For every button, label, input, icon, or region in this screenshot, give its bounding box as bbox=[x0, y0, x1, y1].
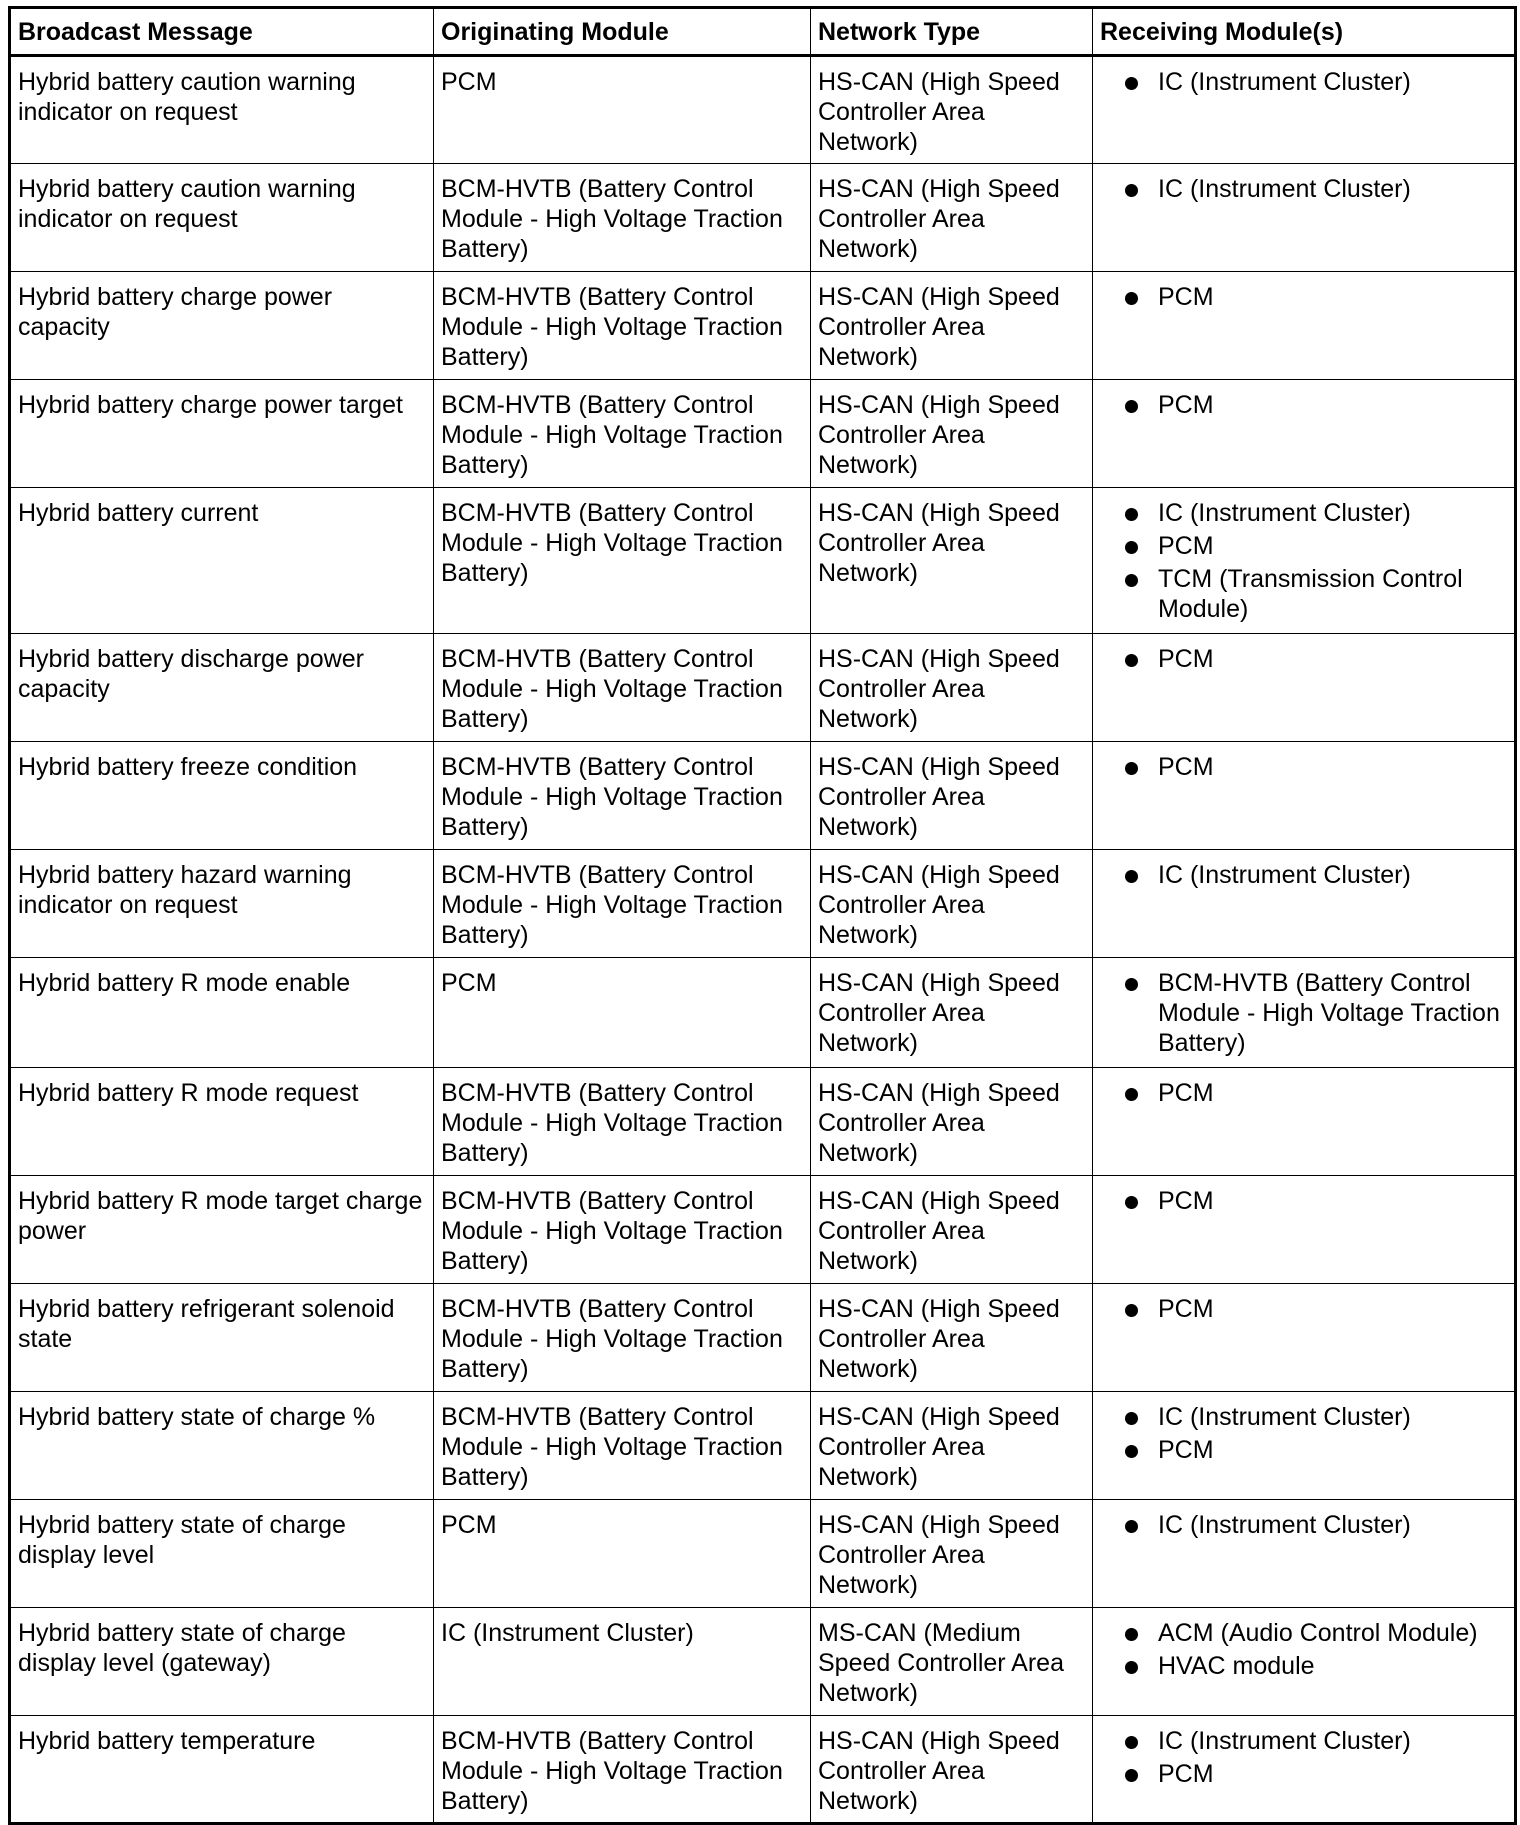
originating-module-cell: BCM-HVTB (Battery Control Module - High Voltage Traction Battery) bbox=[434, 1068, 811, 1176]
receiving-modules-list bbox=[1100, 174, 1507, 204]
table-row bbox=[10, 380, 1516, 488]
bullet-icon bbox=[1125, 1088, 1138, 1101]
broadcast-message-cell: Hybrid battery state of charge % bbox=[10, 1392, 434, 1500]
broadcast-message-cell: Hybrid battery current bbox=[10, 488, 434, 634]
list-item bbox=[1100, 67, 1507, 97]
receiving-modules-cell bbox=[1093, 380, 1516, 488]
receiving-module-label: HVAC module bbox=[1158, 1652, 1315, 1680]
table-row bbox=[10, 1392, 1516, 1500]
receiving-module-label: PCM bbox=[1158, 532, 1214, 560]
table-row bbox=[10, 850, 1516, 958]
bullet-icon bbox=[1125, 978, 1138, 991]
originating-module-cell: PCM bbox=[434, 56, 811, 164]
bullet-icon bbox=[1125, 292, 1138, 305]
bullet-icon bbox=[1125, 762, 1138, 775]
receiving-modules-cell bbox=[1093, 1608, 1516, 1716]
receiving-modules-list bbox=[1100, 1726, 1507, 1789]
receiving-modules-list bbox=[1100, 1078, 1507, 1108]
broadcast-message-cell: Hybrid battery charge power capacity bbox=[10, 272, 434, 380]
receiving-modules-list bbox=[1100, 1510, 1507, 1540]
header-originating-module: Originating Module bbox=[434, 8, 811, 56]
receiving-module-label: IC (Instrument Cluster) bbox=[1158, 861, 1411, 889]
receiving-module-label: IC (Instrument Cluster) bbox=[1158, 1727, 1411, 1755]
receiving-module-label: IC (Instrument Cluster) bbox=[1158, 1403, 1411, 1431]
broadcast-message-cell: Hybrid battery R mode target charge power bbox=[10, 1176, 434, 1284]
bullet-icon bbox=[1125, 1196, 1138, 1209]
broadcast-message-cell: Hybrid battery caution warning indicator on request bbox=[10, 164, 434, 272]
bullet-icon bbox=[1125, 1412, 1138, 1425]
table-row bbox=[10, 1500, 1516, 1608]
receiving-modules-cell bbox=[1093, 634, 1516, 742]
broadcast-message-table bbox=[8, 6, 1517, 1825]
list-item bbox=[1100, 1078, 1507, 1108]
bullet-icon bbox=[1125, 184, 1138, 197]
bullet-icon bbox=[1125, 541, 1138, 554]
table-row bbox=[10, 1284, 1516, 1392]
originating-module-cell: BCM-HVTB (Battery Control Module - High Voltage Traction Battery) bbox=[434, 380, 811, 488]
originating-module-cell: BCM-HVTB (Battery Control Module - High Voltage Traction Battery) bbox=[434, 1716, 811, 1824]
receiving-modules-cell bbox=[1093, 1068, 1516, 1176]
receiving-module-label: PCM bbox=[1158, 391, 1214, 419]
list-item bbox=[1100, 390, 1507, 420]
network-type-cell: HS-CAN (High Speed Controller Area Network) bbox=[811, 742, 1093, 850]
receiving-module-label: PCM bbox=[1158, 283, 1214, 311]
list-item bbox=[1100, 1294, 1507, 1324]
originating-module-cell: BCM-HVTB (Battery Control Module - High Voltage Traction Battery) bbox=[434, 850, 811, 958]
list-item bbox=[1100, 1435, 1507, 1465]
originating-module-cell: BCM-HVTB (Battery Control Module - High Voltage Traction Battery) bbox=[434, 272, 811, 380]
broadcast-message-cell: Hybrid battery discharge power capacity bbox=[10, 634, 434, 742]
receiving-modules-list bbox=[1100, 860, 1507, 890]
network-type-cell: HS-CAN (High Speed Controller Area Network) bbox=[811, 958, 1093, 1068]
originating-module-cell: BCM-HVTB (Battery Control Module - High Voltage Traction Battery) bbox=[434, 1392, 811, 1500]
receiving-module-label: PCM bbox=[1158, 1760, 1214, 1788]
table-row bbox=[10, 742, 1516, 850]
receiving-modules-list bbox=[1100, 390, 1507, 420]
receiving-module-label: PCM bbox=[1158, 645, 1214, 673]
broadcast-message-cell: Hybrid battery temperature bbox=[10, 1716, 434, 1824]
receiving-modules-cell bbox=[1093, 272, 1516, 380]
header-receiving-modules: Receiving Module(s) bbox=[1093, 8, 1516, 56]
broadcast-message-cell: Hybrid battery charge power target bbox=[10, 380, 434, 488]
network-type-cell: HS-CAN (High Speed Controller Area Network) bbox=[811, 56, 1093, 164]
broadcast-message-cell: Hybrid battery state of charge display level bbox=[10, 1500, 434, 1608]
table-row bbox=[10, 272, 1516, 380]
receiving-modules-list bbox=[1100, 1294, 1507, 1324]
bullet-icon bbox=[1125, 654, 1138, 667]
receiving-modules-list bbox=[1100, 968, 1507, 1058]
receiving-modules-list bbox=[1100, 1402, 1507, 1465]
originating-module-cell: PCM bbox=[434, 1500, 811, 1608]
network-type-cell: HS-CAN (High Speed Controller Area Network) bbox=[811, 1068, 1093, 1176]
receiving-modules-cell bbox=[1093, 1392, 1516, 1500]
bullet-icon bbox=[1125, 1520, 1138, 1533]
receiving-modules-list bbox=[1100, 1186, 1507, 1216]
originating-module-cell: IC (Instrument Cluster) bbox=[434, 1608, 811, 1716]
table-row bbox=[10, 958, 1516, 1068]
network-type-cell: HS-CAN (High Speed Controller Area Network) bbox=[811, 634, 1093, 742]
table-row bbox=[10, 56, 1516, 164]
receiving-modules-cell bbox=[1093, 1500, 1516, 1608]
receiving-modules-cell bbox=[1093, 742, 1516, 850]
list-item bbox=[1100, 564, 1507, 624]
network-type-cell: HS-CAN (High Speed Controller Area Network) bbox=[811, 1716, 1093, 1824]
broadcast-message-cell: Hybrid battery freeze condition bbox=[10, 742, 434, 850]
originating-module-cell: BCM-HVTB (Battery Control Module - High Voltage Traction Battery) bbox=[434, 634, 811, 742]
list-item bbox=[1100, 1618, 1507, 1648]
receiving-modules-cell bbox=[1093, 1176, 1516, 1284]
list-item bbox=[1100, 1186, 1507, 1216]
table-row bbox=[10, 164, 1516, 272]
receiving-module-label: IC (Instrument Cluster) bbox=[1158, 175, 1411, 203]
receiving-module-label: IC (Instrument Cluster) bbox=[1158, 1511, 1411, 1539]
list-item bbox=[1100, 174, 1507, 204]
header-network-type: Network Type bbox=[811, 8, 1093, 56]
receiving-modules-list bbox=[1100, 67, 1507, 97]
receiving-modules-list bbox=[1100, 1618, 1507, 1681]
network-type-cell: HS-CAN (High Speed Controller Area Network) bbox=[811, 1284, 1093, 1392]
list-item bbox=[1100, 282, 1507, 312]
receiving-module-label: ACM (Audio Control Module) bbox=[1158, 1619, 1478, 1647]
list-item bbox=[1100, 968, 1507, 1058]
bullet-icon bbox=[1125, 1661, 1138, 1674]
network-type-cell: HS-CAN (High Speed Controller Area Network) bbox=[811, 1176, 1093, 1284]
bullet-icon bbox=[1125, 1736, 1138, 1749]
originating-module-cell: PCM bbox=[434, 958, 811, 1068]
receiving-modules-cell bbox=[1093, 958, 1516, 1068]
receiving-module-label: TCM (Transmission Control Module) bbox=[1158, 565, 1463, 623]
table-header-row bbox=[10, 8, 1516, 56]
network-type-cell: HS-CAN (High Speed Controller Area Network) bbox=[811, 272, 1093, 380]
network-type-cell: HS-CAN (High Speed Controller Area Network) bbox=[811, 850, 1093, 958]
broadcast-message-cell: Hybrid battery state of charge display level (gateway) bbox=[10, 1608, 434, 1716]
receiving-module-label: IC (Instrument Cluster) bbox=[1158, 68, 1411, 96]
receiving-modules-cell bbox=[1093, 850, 1516, 958]
list-item bbox=[1100, 1759, 1507, 1789]
list-item bbox=[1100, 644, 1507, 674]
network-type-cell: HS-CAN (High Speed Controller Area Network) bbox=[811, 488, 1093, 634]
bullet-icon bbox=[1125, 508, 1138, 521]
list-item bbox=[1100, 1726, 1507, 1756]
receiving-modules-cell bbox=[1093, 164, 1516, 272]
broadcast-message-cell: Hybrid battery caution warning indicator on request bbox=[10, 56, 434, 164]
receiving-modules-list bbox=[1100, 498, 1507, 624]
receiving-module-label: BCM-HVTB (Battery Control Module - High Voltage Traction Battery) bbox=[1158, 969, 1500, 1057]
receiving-module-label: PCM bbox=[1158, 1079, 1214, 1107]
table-row bbox=[10, 1176, 1516, 1284]
list-item bbox=[1100, 1510, 1507, 1540]
table-row bbox=[10, 1608, 1516, 1716]
broadcast-message-cell: Hybrid battery refrigerant solenoid state bbox=[10, 1284, 434, 1392]
list-item bbox=[1100, 752, 1507, 782]
receiving-modules-list bbox=[1100, 644, 1507, 674]
broadcast-message-cell: Hybrid battery R mode request bbox=[10, 1068, 434, 1176]
originating-module-cell: BCM-HVTB (Battery Control Module - High Voltage Traction Battery) bbox=[434, 1176, 811, 1284]
receiving-module-label: PCM bbox=[1158, 1187, 1214, 1215]
network-type-cell: MS-CAN (Medium Speed Controller Area Network) bbox=[811, 1608, 1093, 1716]
receiving-modules-cell bbox=[1093, 488, 1516, 634]
list-item bbox=[1100, 1651, 1507, 1681]
table-row bbox=[10, 488, 1516, 634]
originating-module-cell: BCM-HVTB (Battery Control Module - High Voltage Traction Battery) bbox=[434, 164, 811, 272]
receiving-module-label: IC (Instrument Cluster) bbox=[1158, 499, 1411, 527]
bullet-icon bbox=[1125, 574, 1138, 587]
bullet-icon bbox=[1125, 870, 1138, 883]
list-item bbox=[1100, 531, 1507, 561]
list-item bbox=[1100, 498, 1507, 528]
receiving-modules-list bbox=[1100, 752, 1507, 782]
network-type-cell: HS-CAN (High Speed Controller Area Network) bbox=[811, 1500, 1093, 1608]
table-body bbox=[10, 56, 1516, 1824]
header-broadcast-message: Broadcast Message bbox=[10, 8, 434, 56]
network-type-cell: HS-CAN (High Speed Controller Area Network) bbox=[811, 1392, 1093, 1500]
receiving-module-label: PCM bbox=[1158, 1436, 1214, 1464]
broadcast-message-cell: Hybrid battery hazard warning indicator on request bbox=[10, 850, 434, 958]
bullet-icon bbox=[1125, 1445, 1138, 1458]
bullet-icon bbox=[1125, 400, 1138, 413]
receiving-module-label: PCM bbox=[1158, 1295, 1214, 1323]
originating-module-cell: BCM-HVTB (Battery Control Module - High Voltage Traction Battery) bbox=[434, 742, 811, 850]
table-row bbox=[10, 1716, 1516, 1824]
originating-module-cell: BCM-HVTB (Battery Control Module - High Voltage Traction Battery) bbox=[434, 488, 811, 634]
network-type-cell: HS-CAN (High Speed Controller Area Network) bbox=[811, 164, 1093, 272]
bullet-icon bbox=[1125, 1304, 1138, 1317]
receiving-modules-cell bbox=[1093, 1284, 1516, 1392]
receiving-modules-cell bbox=[1093, 56, 1516, 164]
originating-module-cell: BCM-HVTB (Battery Control Module - High Voltage Traction Battery) bbox=[434, 1284, 811, 1392]
list-item bbox=[1100, 860, 1507, 890]
table-row bbox=[10, 1068, 1516, 1176]
network-type-cell: HS-CAN (High Speed Controller Area Network) bbox=[811, 380, 1093, 488]
bullet-icon bbox=[1125, 1769, 1138, 1782]
receiving-modules-list bbox=[1100, 282, 1507, 312]
list-item bbox=[1100, 1402, 1507, 1432]
broadcast-message-cell: Hybrid battery R mode enable bbox=[10, 958, 434, 1068]
table-row bbox=[10, 634, 1516, 742]
receiving-module-label: PCM bbox=[1158, 753, 1214, 781]
receiving-modules-cell bbox=[1093, 1716, 1516, 1824]
bullet-icon bbox=[1125, 1628, 1138, 1641]
bullet-icon bbox=[1125, 77, 1138, 90]
